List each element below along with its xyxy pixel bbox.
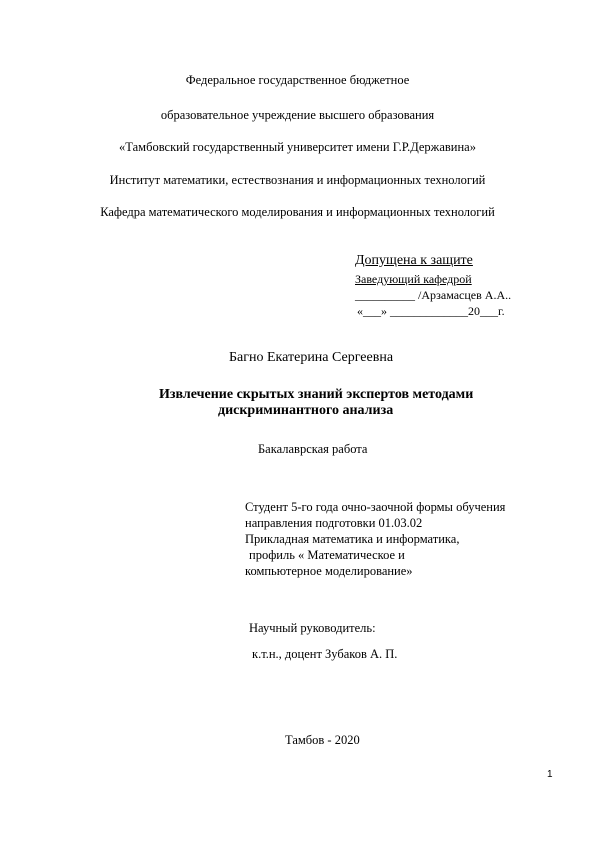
student-line-2: направления подготовки 01.03.02 (245, 516, 423, 530)
supervisor-name: к.т.н., доцент Зубаков А. П. (252, 647, 398, 661)
header-line-5: Кафедра математического моделирования и информационных технологий (100, 205, 495, 219)
page-number: 1 (547, 769, 553, 780)
student-line-5: компьютерное моделирование» (245, 564, 413, 578)
header-line-3: «Тамбовский государственный университет имени Г.Р.Державина» (119, 140, 476, 154)
approval-title: Допущена к защите (355, 253, 473, 268)
thesis-title-line-1: Извлечение скрытых знаний экспертов методами (159, 387, 474, 402)
supervisor-label: Научный руководитель: (249, 621, 376, 635)
student-line-3: Прикладная математика и информатика, (245, 532, 460, 546)
thesis-title-line-2: дискриминантного анализа (218, 403, 394, 418)
header-line-4: Институт математики, естествознания и информационных технологий (109, 173, 486, 187)
student-line-1: Студент 5-го года очно-заочной формы обучения (245, 500, 506, 514)
thesis-type: Бакалаврская работа (258, 442, 368, 456)
header-line-2: образовательное учреждение высшего образования (160, 108, 435, 122)
header-line-1: Федеральное государственное бюджетное (185, 73, 410, 87)
approval-head: Заведующий кафедрой (355, 272, 472, 286)
city-year: Тамбов - 2020 (285, 733, 360, 747)
approval-date: «___» _____________20___г. (357, 304, 505, 318)
student-line-4: профиль « Математическое и (249, 548, 405, 562)
approval-signature: __________ /Арзамасцев А.А.. (355, 288, 512, 302)
author-name: Багно Екатерина Сергеевна (229, 350, 394, 365)
